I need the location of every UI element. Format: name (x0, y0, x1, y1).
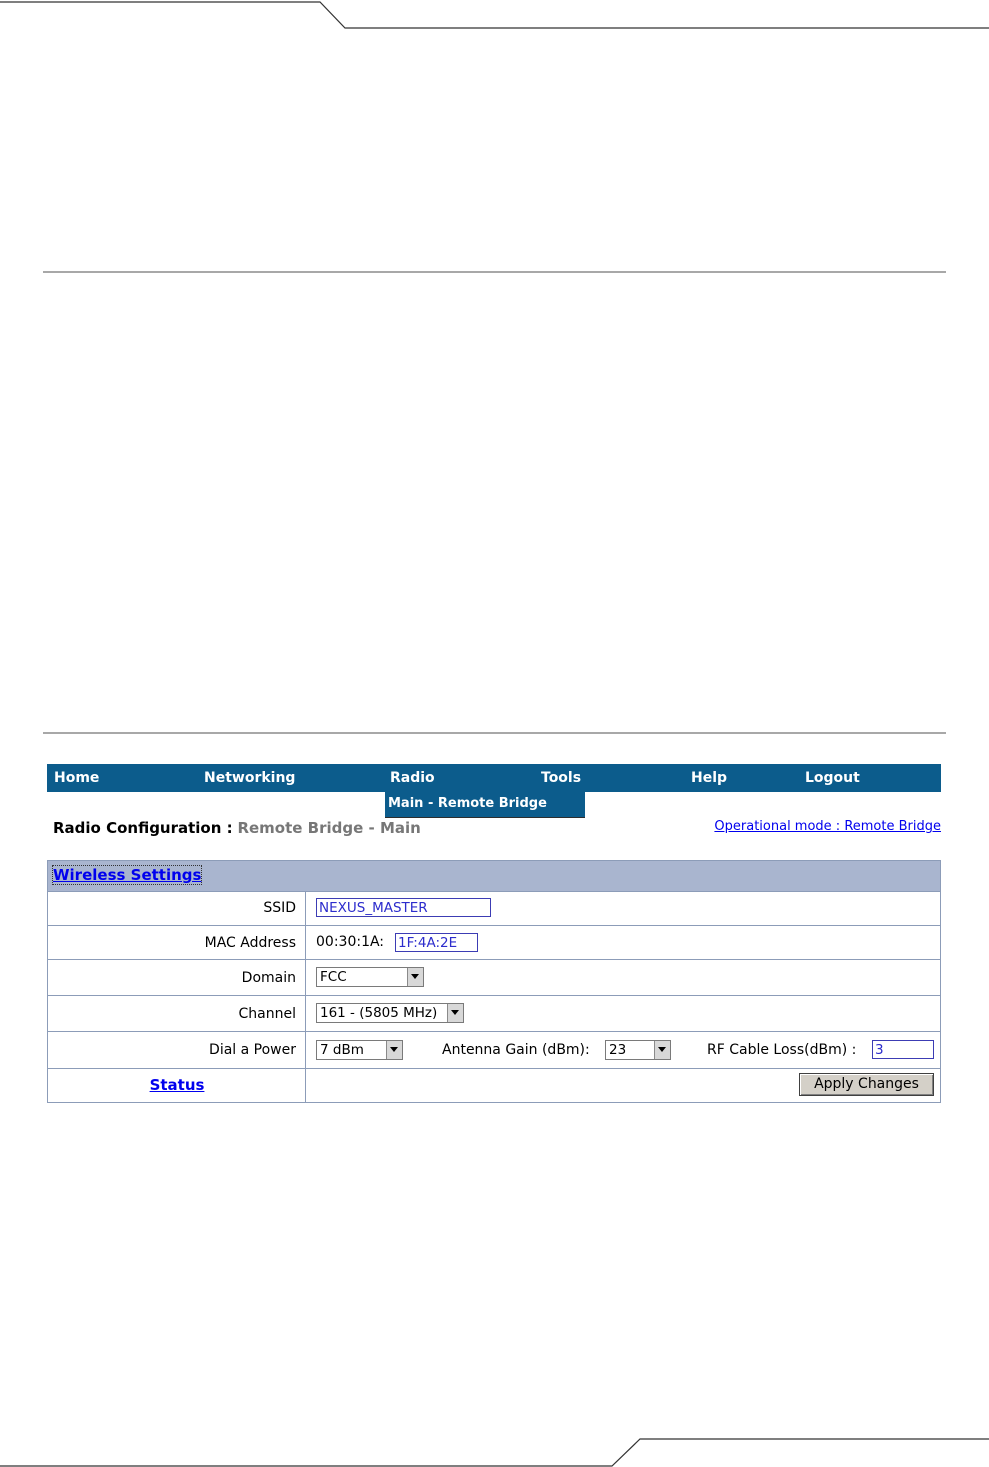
rf-cable-loss-label: RF Cable Loss(dBm) : (707, 1042, 857, 1058)
nav-home[interactable]: Home (54, 770, 100, 786)
status-link[interactable]: Status (149, 1076, 205, 1094)
nav-tools[interactable]: Tools (541, 770, 582, 786)
nav-logout[interactable]: Logout (805, 770, 860, 786)
ssid-input[interactable]: NEXUS_MASTER (316, 898, 491, 917)
nav-help[interactable]: Help (691, 770, 728, 786)
divider-bottom (43, 732, 946, 734)
page-title-label: Radio Configuration : (53, 819, 233, 837)
power-select-value: 7 dBm (320, 1042, 364, 1058)
divider-top (43, 271, 946, 273)
chevron-down-icon (447, 1004, 463, 1022)
power-row (48, 1032, 940, 1069)
main-nav-bar (47, 764, 941, 792)
nav-networking[interactable]: Networking (204, 770, 296, 786)
wireless-settings-link[interactable]: Wireless Settings (53, 866, 202, 884)
mac-address-input[interactable]: 1F:4A:2E (395, 933, 478, 952)
nav-radio[interactable]: Radio (390, 770, 435, 786)
page-title (53, 819, 421, 837)
domain-label: Domain (48, 960, 306, 995)
status-cell (48, 1069, 306, 1102)
wireless-settings-header (48, 861, 940, 892)
radio-submenu-item[interactable]: Main - Remote Bridge (385, 792, 585, 818)
rf-cable-loss-input[interactable]: 3 (872, 1040, 934, 1059)
chevron-down-icon (386, 1041, 402, 1059)
channel-select-value: 161 - (5805 MHz) (320, 1005, 438, 1021)
mac-address-label: MAC Address (48, 926, 306, 959)
mac-address-prefix: 00:30:1A: (316, 934, 385, 950)
ssid-label: SSID (48, 891, 306, 925)
channel-label: Channel (48, 996, 306, 1031)
channel-select[interactable] (316, 1003, 464, 1023)
domain-select-value: FCC (320, 969, 347, 985)
power-select[interactable] (316, 1040, 403, 1060)
apply-changes-button[interactable]: Apply Changes (799, 1073, 934, 1096)
mac-address-row (48, 926, 940, 960)
chevron-down-icon (654, 1041, 670, 1059)
domain-select[interactable] (316, 967, 424, 987)
channel-row (48, 996, 940, 1032)
domain-row (48, 960, 940, 996)
power-label: Dial a Power (48, 1032, 306, 1068)
operational-mode-link[interactable]: Operational mode : Remote Bridge (714, 819, 941, 834)
page-title-value: Remote Bridge - Main (237, 819, 421, 837)
ssid-row (48, 891, 940, 926)
antenna-gain-select[interactable] (605, 1040, 671, 1060)
wireless-settings-table (47, 860, 941, 1103)
antenna-gain-label: Antenna Gain (dBm): (442, 1042, 590, 1058)
chevron-down-icon (407, 968, 423, 986)
antenna-gain-select-value: 23 (609, 1042, 627, 1058)
status-row (48, 1069, 940, 1102)
